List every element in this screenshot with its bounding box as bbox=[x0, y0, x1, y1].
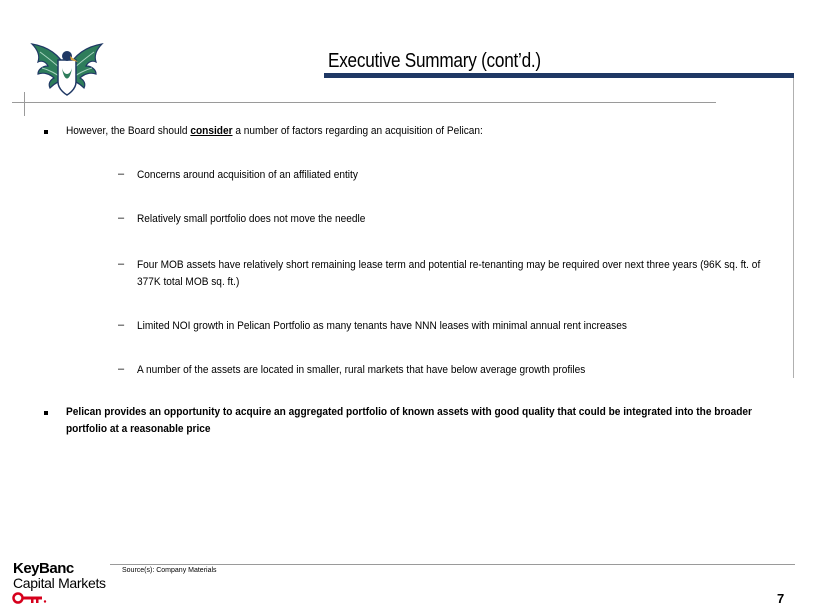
subitem-noi-growth: Limited NOI growth in Pelican Portfolio as many tenants have NNN leases with minimal annual rent increases bbox=[137, 320, 627, 332]
key-logo-icon bbox=[12, 591, 48, 603]
square-bullet-icon bbox=[44, 130, 48, 134]
subitem-rural-markets: A number of the assets are located in smaller, rural markets that have below average growth profiles bbox=[137, 364, 586, 376]
dash-bullet: – bbox=[118, 363, 125, 375]
brand-name-line2: Capital Markets bbox=[13, 575, 106, 591]
bullet-consider-factors bbox=[66, 123, 710, 140]
dash-bullet: – bbox=[118, 212, 125, 224]
footer-divider-line bbox=[110, 564, 795, 565]
pelican-crest-logo-icon bbox=[28, 38, 106, 98]
bullet-pelican-opportunity: Pelican provides an opportunity to acquire an aggregated portfolio of known assets with good quality that could be integrated into the broader portfolio at a reasonable price bbox=[66, 406, 752, 435]
header-divider-line bbox=[12, 102, 716, 103]
page-title: Executive Summary (cont’d.) bbox=[328, 50, 541, 72]
subitem-mob-lease-term: Four MOB assets have relatively short remaining lease term and potential re-tenanting may be required over next three years (96K sq. ft. of 377K total MOB sq. ft.) bbox=[137, 259, 761, 288]
subitem-affiliated-entity: Concerns around acquisition of an affiliated entity bbox=[137, 169, 358, 181]
subitem-small-portfolio: Relatively small portfolio does not move the needle bbox=[137, 213, 366, 225]
header-divider-tick bbox=[24, 92, 25, 116]
bullet1-prefix: However, the Board should bbox=[66, 125, 191, 137]
dash-bullet: – bbox=[118, 319, 125, 331]
page-number: 7 bbox=[777, 591, 785, 606]
source-note: Source(s): Company Materials bbox=[122, 567, 217, 574]
dash-bullet: – bbox=[118, 168, 125, 180]
square-bullet-icon bbox=[44, 411, 48, 415]
dash-bullet: – bbox=[118, 258, 125, 270]
title-underline-bar bbox=[324, 73, 794, 78]
bullet1-suffix: a number of factors regarding an acquisition of Pelican: bbox=[232, 125, 483, 137]
right-divider-line bbox=[793, 78, 794, 378]
brand-name-line1: KeyBanc bbox=[13, 560, 74, 577]
bullet1-emphasis: consider bbox=[190, 125, 233, 137]
